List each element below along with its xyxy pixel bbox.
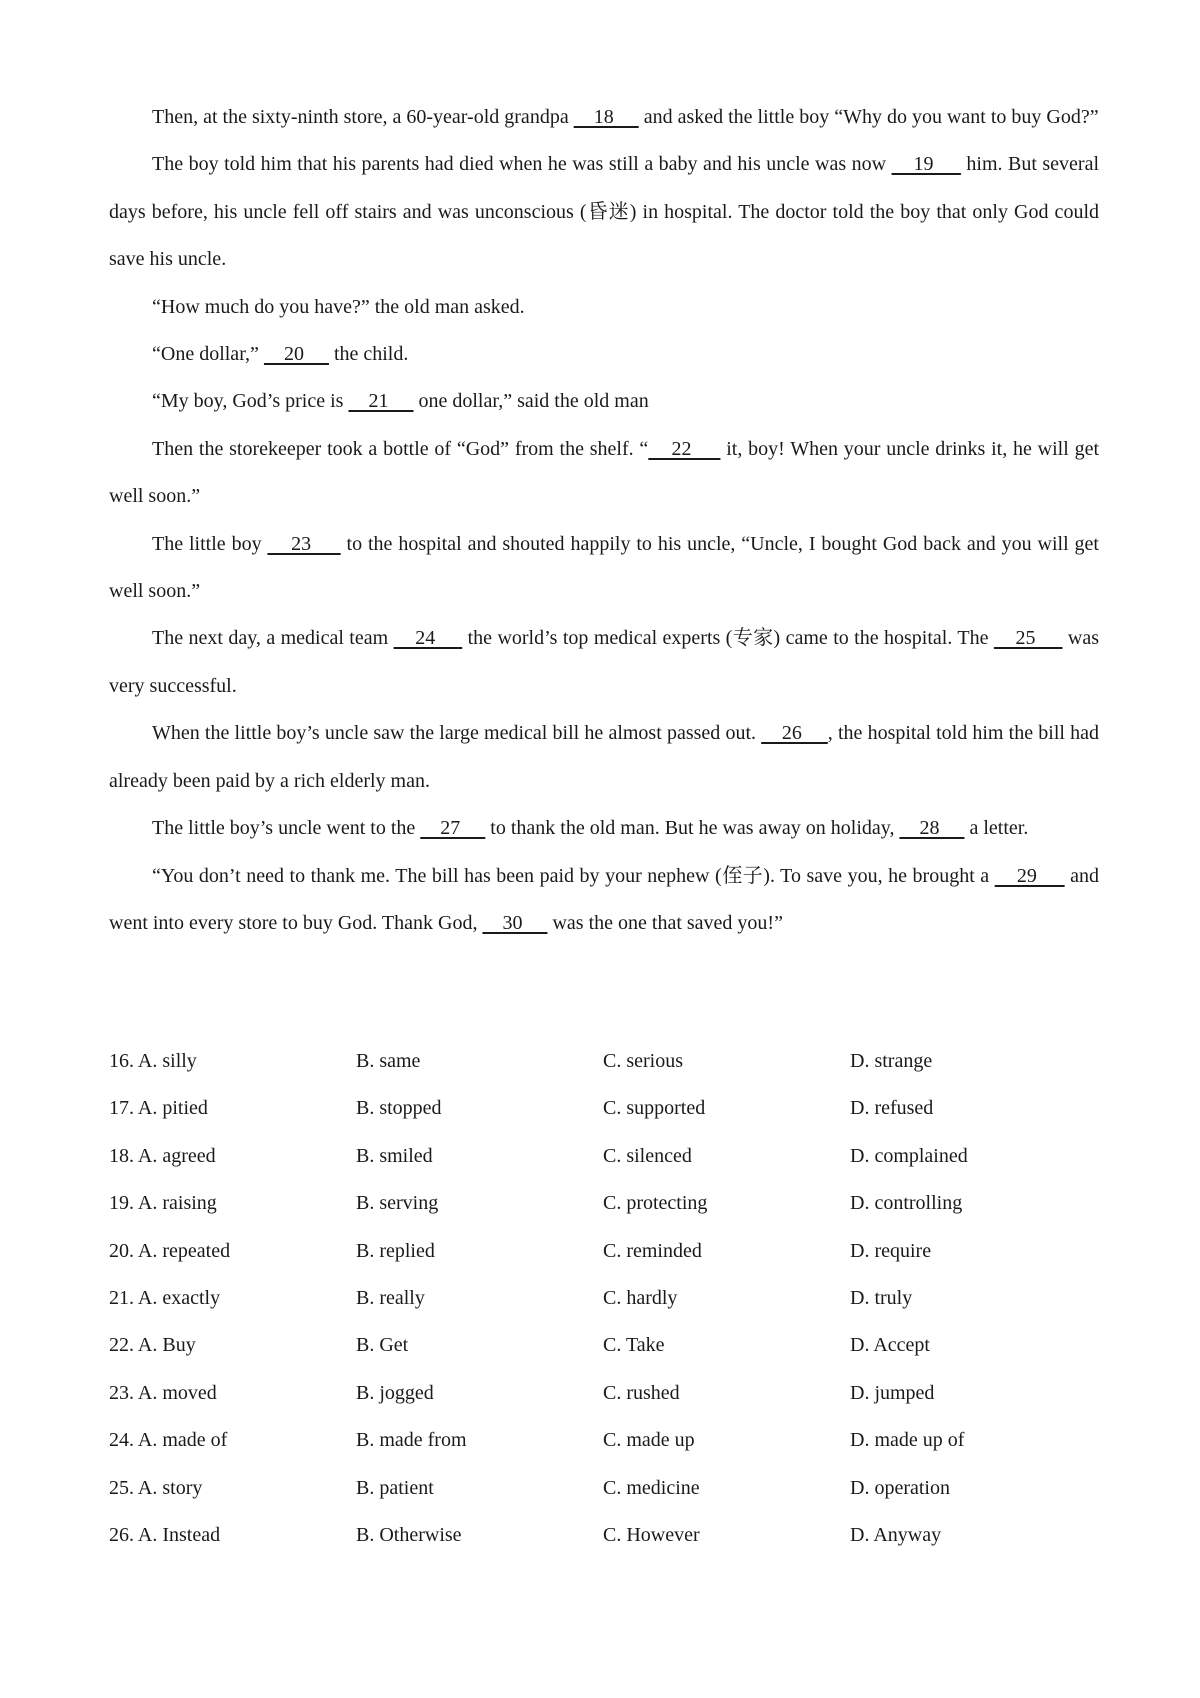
passage-paragraph [109, 615, 1099, 710]
option-b: B. made from [356, 1429, 467, 1452]
option-a-text: A. silly [137, 1050, 197, 1072]
option-a-text: A. agreed [137, 1144, 216, 1167]
passage-text: The boy told him that his parents had died when he was still a baby and his uncle was now [152, 153, 892, 176]
answer-options [109, 1038, 1099, 1559]
passage [109, 94, 1099, 947]
passage-paragraph [109, 710, 1099, 805]
option-b: B. smiled [356, 1144, 433, 1167]
option-b: B. stopped [356, 1097, 442, 1120]
passage-paragraph [109, 426, 1099, 521]
option-b: B. Otherwise [356, 1523, 462, 1546]
option-d: D. Accept [850, 1334, 930, 1357]
option-a [109, 1085, 356, 1132]
answer-blank: 18 [573, 106, 639, 128]
option-d: D. controlling [850, 1192, 963, 1215]
passage-text: “One dollar,” [152, 343, 264, 366]
option-c: C. serious [603, 1050, 683, 1072]
option-d: D. made up of [850, 1429, 965, 1452]
option-row [109, 1512, 1099, 1559]
question-number: 18. [109, 1144, 134, 1167]
option-a [109, 1275, 356, 1322]
passage-text: The little boy [152, 532, 268, 555]
question-number: 26. [109, 1523, 134, 1546]
option-row [109, 1322, 1099, 1369]
passage-text: was the one that saved you!” [547, 911, 783, 934]
option-a-text: A. pitied [137, 1097, 208, 1120]
option-d: D. Anyway [850, 1523, 942, 1546]
option-b: B. jogged [356, 1381, 434, 1404]
option-c: C. supported [603, 1097, 706, 1120]
question-number: 19. [109, 1192, 134, 1215]
option-a [109, 1417, 356, 1464]
passage-paragraph [109, 141, 1099, 283]
option-b: B. replied [356, 1239, 435, 1262]
option-a-text: A. Buy [137, 1334, 196, 1357]
passage-text: the child. [328, 343, 409, 366]
question-number: 17. [109, 1097, 134, 1120]
option-c: C. rushed [603, 1381, 680, 1404]
question-number: 21. [109, 1286, 134, 1309]
option-row [109, 1465, 1099, 1512]
passage-text: was very successful. [109, 627, 1100, 697]
option-row [109, 1038, 1099, 1085]
option-d: D. truly [850, 1286, 913, 1309]
question-number: 24. [109, 1429, 134, 1452]
option-d: D. refused [850, 1097, 934, 1120]
passage-text: a letter. [964, 817, 1029, 840]
option-row [109, 1133, 1099, 1180]
option-a-text: A. story [137, 1476, 203, 1499]
passage-text: Then the storekeeper took a bottle of “God” from the shelf. “ [152, 437, 649, 460]
option-a [109, 1512, 356, 1559]
option-b: B. same [356, 1050, 421, 1072]
answer-blank: 23 [267, 532, 341, 555]
passage-text: The little boy’s uncle went to the [152, 817, 421, 840]
option-row [109, 1180, 1099, 1227]
passage-paragraph [109, 94, 1099, 141]
answer-blank: 24 [393, 627, 463, 650]
option-c: C. made up [603, 1429, 695, 1452]
passage-text: The next day, a medical team [152, 627, 394, 650]
option-b: B. Get [356, 1334, 409, 1357]
option-row [109, 1228, 1099, 1275]
option-c: C. silenced [603, 1144, 692, 1167]
answer-blank: 27 [420, 817, 486, 840]
option-a-text: A. exactly [137, 1286, 221, 1309]
option-a-text: A. repeated [137, 1239, 231, 1262]
passage-text: one dollar,” said the old man [413, 390, 649, 413]
option-row [109, 1085, 1099, 1132]
answer-blank: 22 [648, 437, 721, 460]
answer-blank: 28 [899, 817, 965, 840]
passage-text: Then, at the sixty-ninth store, a 60-year-old grandpa [152, 106, 574, 128]
option-c: C. medicine [603, 1476, 700, 1499]
option-a-text: A. moved [137, 1381, 217, 1404]
answer-blank: 25 [993, 627, 1063, 650]
passage-text: to thank the old man. But he was away on holiday, [485, 817, 900, 840]
passage-paragraph [109, 805, 1099, 852]
passage-text: “My boy, God’s price is [152, 390, 349, 413]
passage-text: the world’s top medical experts (专家) came to the hospital. The [462, 627, 994, 650]
question-number: 25. [109, 1476, 134, 1499]
option-a [109, 1228, 356, 1275]
passage-text: and went into every store to buy God. Thank God, [109, 864, 1100, 934]
question-number: 22. [109, 1334, 134, 1357]
question-number: 20. [109, 1239, 134, 1262]
option-row [109, 1417, 1099, 1464]
option-a [109, 1465, 356, 1512]
option-c: C. protecting [603, 1192, 708, 1215]
question-number: 23. [109, 1381, 134, 1404]
option-a [109, 1322, 356, 1369]
answer-blank: 21 [348, 390, 414, 413]
option-row [109, 1370, 1099, 1417]
answer-blank: 30 [482, 911, 548, 934]
option-c: C. reminded [603, 1239, 702, 1262]
option-b: B. patient [356, 1476, 434, 1499]
passage-text: to the hospital and shouted happily to his uncle, “Uncle, I bought God back and you will get well soon.” [109, 532, 1099, 603]
option-c: C. Take [603, 1334, 665, 1357]
answer-blank: 19 [891, 153, 961, 176]
passage-text: “You don’t need to thank me. The bill has been paid by your nephew (侄子). To save you, he brought a [152, 864, 995, 887]
option-d: D. require [850, 1239, 932, 1262]
option-b: B. serving [356, 1192, 439, 1215]
passage-text: and asked the little boy “Why do you want to buy God?” [638, 106, 1099, 128]
option-a-text: A. made of [137, 1429, 228, 1452]
answer-blank: 20 [263, 343, 329, 366]
option-a-text: A. Instead [137, 1523, 221, 1546]
option-a [109, 1133, 356, 1180]
passage-text: “How much do you have?” the old man asked. [152, 295, 525, 318]
option-b: B. really [356, 1286, 425, 1309]
passage-text: him. But several days before, his uncle fell off stairs and was unconscious (昏迷) in hospital. The doctor told the boy that only God could save his uncle. [109, 153, 1099, 271]
option-d: D. jumped [850, 1381, 935, 1404]
passage-paragraph [109, 378, 1099, 425]
option-a [109, 1180, 356, 1227]
answer-blank: 29 [994, 864, 1065, 887]
passage-paragraph [109, 331, 1099, 378]
option-c: C. However [603, 1523, 700, 1546]
option-c: C. hardly [603, 1286, 678, 1309]
option-d: D. complained [850, 1144, 968, 1167]
passage-text: , the hospital told him the bill had already been paid by a rich elderly man. [109, 722, 1099, 792]
option-d: D. strange [850, 1050, 933, 1072]
passage-paragraph [109, 521, 1099, 616]
answer-blank: 26 [761, 722, 828, 745]
passage-paragraph [109, 853, 1099, 948]
passage-paragraph [109, 284, 1099, 331]
option-row [109, 1275, 1099, 1322]
passage-text: it, boy! When your uncle drinks it, he will get well soon.” [109, 437, 1099, 508]
option-d: D. operation [850, 1476, 950, 1499]
question-number: 16. [109, 1050, 134, 1072]
passage-text: When the little boy’s uncle saw the large medical bill he almost passed out. [152, 722, 762, 745]
option-a-text: A. raising [137, 1192, 217, 1215]
option-a [109, 1038, 356, 1085]
option-a [109, 1370, 356, 1417]
